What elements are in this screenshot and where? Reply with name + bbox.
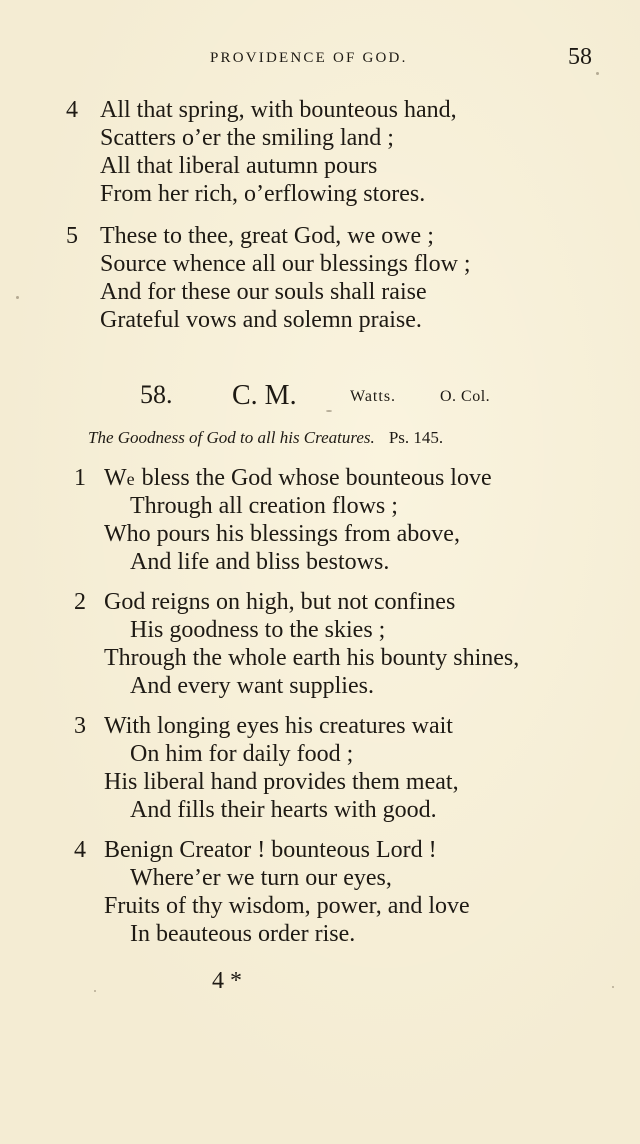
verse-line: And fills their hearts with good.	[130, 797, 437, 823]
verse-line: Fruits of thy wisdom, power, and love	[104, 893, 470, 919]
hymn-number: 58.	[140, 380, 173, 409]
verse-line: All that liberal autumn pours	[100, 153, 378, 179]
page-number: 58	[568, 44, 592, 70]
stanza-number: 3	[74, 713, 86, 739]
hymn-subtitle	[88, 428, 443, 448]
verse-line: Source whence all our blessings flow ;	[100, 251, 471, 277]
hymn-subtitle-text: The Goodness of God to all his Creatures.	[88, 428, 375, 447]
verse-line: Who pours his blessings from above,	[104, 521, 460, 547]
verse-line: His goodness to the skies ;	[130, 617, 386, 643]
first-word-rest: e	[126, 469, 136, 489]
verse-line: With longing eyes his creatures wait	[104, 713, 453, 739]
stanza-number: 5	[66, 223, 78, 249]
hymn-heading	[0, 380, 640, 414]
verse-line: Benign Creator ! bounteous Lord !	[104, 837, 437, 863]
signature-mark: 4 *	[212, 968, 242, 994]
verse-line: Where’er we turn our eyes,	[130, 865, 392, 891]
hymn-author: Watts.	[350, 388, 397, 405]
verse-line: Scatters o’er the smiling land ;	[100, 125, 394, 151]
paper-speck	[596, 72, 599, 75]
verse-line: His liberal hand provides them meat,	[104, 769, 459, 795]
scripture-reference: Ps. 145.	[388, 428, 444, 447]
drop-initial: W	[104, 465, 127, 491]
verse-line: Through the whole earth his bounty shines,	[104, 645, 520, 671]
paper-speck	[16, 296, 19, 299]
verse-line-first	[104, 464, 492, 493]
running-title: PROVIDENCE OF GOD.	[210, 50, 408, 66]
verse-line: Through all creation flows ;	[130, 493, 398, 519]
verse-line: And every want supplies.	[130, 673, 374, 699]
running-head	[0, 44, 640, 72]
verse-line: All that spring, with bounteous hand,	[100, 97, 457, 123]
hymn-meter: C. M.	[232, 380, 297, 411]
verse-line: And for these our souls shall raise	[100, 279, 427, 305]
verse-line: God reigns on high, but not confines	[104, 589, 456, 615]
paper-speck	[326, 410, 332, 412]
verse-line-text: bless the God whose bounteous love	[141, 465, 492, 491]
paper-speck	[612, 986, 614, 988]
stanza-number: 2	[74, 589, 86, 615]
stanza-number: 4	[74, 837, 86, 863]
hymn-tune: O. Col.	[440, 388, 491, 405]
stanza-number: 1	[74, 465, 86, 491]
paper-speck	[94, 990, 96, 992]
verse-line: In beauteous order rise.	[130, 921, 356, 947]
verse-line: These to thee, great God, we owe ;	[100, 223, 434, 249]
verse-line: From her rich, o’erflowing stores.	[100, 181, 426, 207]
verse-line: Grateful vows and solemn praise.	[100, 307, 422, 333]
verse-line: And life and bliss bestows.	[130, 549, 390, 575]
verse-line: On him for daily food ;	[130, 741, 354, 767]
stanza-number: 4	[66, 97, 78, 123]
